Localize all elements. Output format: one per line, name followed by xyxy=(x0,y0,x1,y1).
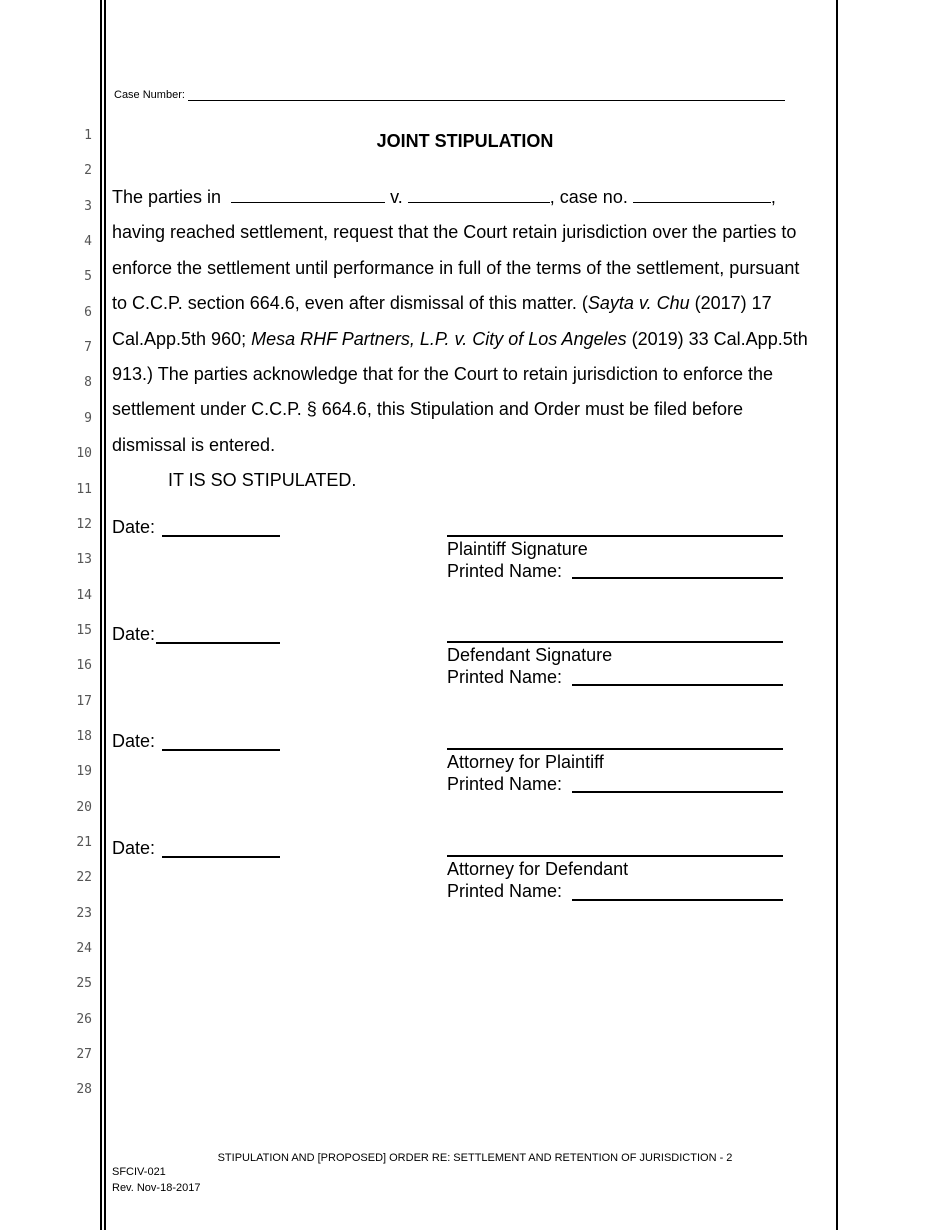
date-label: Date: xyxy=(112,624,156,644)
line-number: 20 xyxy=(76,799,92,815)
line-number: 16 xyxy=(76,658,92,674)
attorney-plaintiff-signature-line[interactable] xyxy=(447,748,783,750)
printed-name-label: Printed Name: xyxy=(447,667,563,687)
line-number: 8 xyxy=(84,375,92,391)
line-number: 13 xyxy=(76,552,92,568)
case-citation-mesa: Mesa RHF Partners, L.P. v. City of Los Angeles xyxy=(251,328,627,349)
signature-role: Defendant Signature xyxy=(447,645,613,665)
date-field[interactable] xyxy=(162,749,280,751)
line-number: 1 xyxy=(84,128,92,143)
case-number-field[interactable] xyxy=(188,100,785,101)
body-line-2: having reached settlement, request that the Court retain jurisdiction over the parties to xyxy=(112,222,797,243)
line-number: 18 xyxy=(76,728,92,744)
page-title: JOINT STIPULATION xyxy=(376,131,554,151)
line-number: 10 xyxy=(76,446,92,462)
form-revision: Rev. Nov-18-2017 xyxy=(112,1182,201,1194)
signature-role: Attorney for Plaintiff xyxy=(447,752,604,772)
line-number: 9 xyxy=(84,410,92,426)
date-field[interactable] xyxy=(162,535,280,537)
line-number: 25 xyxy=(76,976,92,992)
printed-name-field[interactable] xyxy=(572,899,783,901)
line-number: 3 xyxy=(84,198,92,214)
attorney-defendant-signature-line[interactable] xyxy=(447,855,783,857)
stipulation-body xyxy=(112,180,842,499)
body-line-6: 913.) The parties acknowledge that for the Court to retain jurisdiction to enforce the xyxy=(112,364,774,385)
plaintiff-party-field[interactable] xyxy=(231,184,385,203)
case-no-field[interactable] xyxy=(633,184,771,203)
line-number: 12 xyxy=(76,516,92,532)
line-number: 5 xyxy=(84,269,92,285)
line-number: 24 xyxy=(76,941,92,957)
line-number: 7 xyxy=(84,340,92,356)
printed-name-label: Printed Name: xyxy=(447,881,563,901)
line-number: 17 xyxy=(76,693,92,709)
left-margin-rule-outer xyxy=(100,0,102,1230)
case-number-label: Case Number: xyxy=(114,89,185,101)
date-label: Date: xyxy=(112,517,156,537)
body-line-3: enforce the settlement until performance in full of the terms of the settlement, pursuant xyxy=(112,257,800,278)
body-line-8: dismissal is entered. xyxy=(112,434,276,455)
line-number: 2 xyxy=(84,163,92,179)
printed-name-label: Printed Name: xyxy=(447,561,563,581)
printed-name-label: Printed Name: xyxy=(447,774,563,794)
defendant-signature-line[interactable] xyxy=(447,641,783,643)
line-number: 21 xyxy=(76,835,92,850)
body-line-4: to C.C.P. section 664.6, even after dismissal of this matter. (Sayta v. Chu (2017) 17 xyxy=(112,293,772,314)
line-number: 28 xyxy=(76,1082,92,1098)
signature-role: Attorney for Defendant xyxy=(447,859,629,879)
line-number: 27 xyxy=(76,1047,92,1063)
line-number: 26 xyxy=(76,1011,92,1027)
defendant-party-field[interactable] xyxy=(408,184,550,203)
printed-name-field[interactable] xyxy=(572,791,783,793)
line-number: 6 xyxy=(84,304,92,320)
body-line-7: settlement under C.C.P. § 664.6, this Stipulation and Order must be filed before xyxy=(112,399,744,420)
date-field[interactable] xyxy=(156,642,280,644)
line-number: 14 xyxy=(76,587,92,603)
printed-name-field[interactable] xyxy=(572,684,783,686)
signature-role: Plaintiff Signature xyxy=(447,539,588,559)
body-line-5: Cal.App.5th 960; Mesa RHF Partners, L.P. v. City of Los Angeles (2019) 33 Cal.App.5th xyxy=(112,328,808,349)
left-margin-rule-inner xyxy=(104,0,106,1230)
line-number: 11 xyxy=(76,481,92,497)
footer-title: STIPULATION AND [PROPOSED] ORDER RE: SETTLEMENT AND RETENTION OF JURISDICTION - 2 xyxy=(217,1152,733,1164)
date-label: Date: xyxy=(112,731,156,751)
case-citation-sayta: Sayta v. Chu xyxy=(587,293,690,314)
printed-name-field[interactable] xyxy=(572,577,783,579)
line-number: 4 xyxy=(84,234,92,250)
line-number: 19 xyxy=(76,764,92,780)
line-number: 15 xyxy=(76,622,92,638)
plaintiff-signature-line[interactable] xyxy=(447,535,783,537)
body-line-1: The parties in v. , case no. , xyxy=(112,180,842,215)
line-number: 23 xyxy=(76,905,92,921)
date-label: Date: xyxy=(112,838,156,858)
so-stipulated: IT IS SO STIPULATED. xyxy=(168,470,357,491)
date-field[interactable] xyxy=(162,856,280,858)
line-number: 22 xyxy=(76,870,92,886)
form-id: SFCIV-021 xyxy=(112,1166,166,1178)
